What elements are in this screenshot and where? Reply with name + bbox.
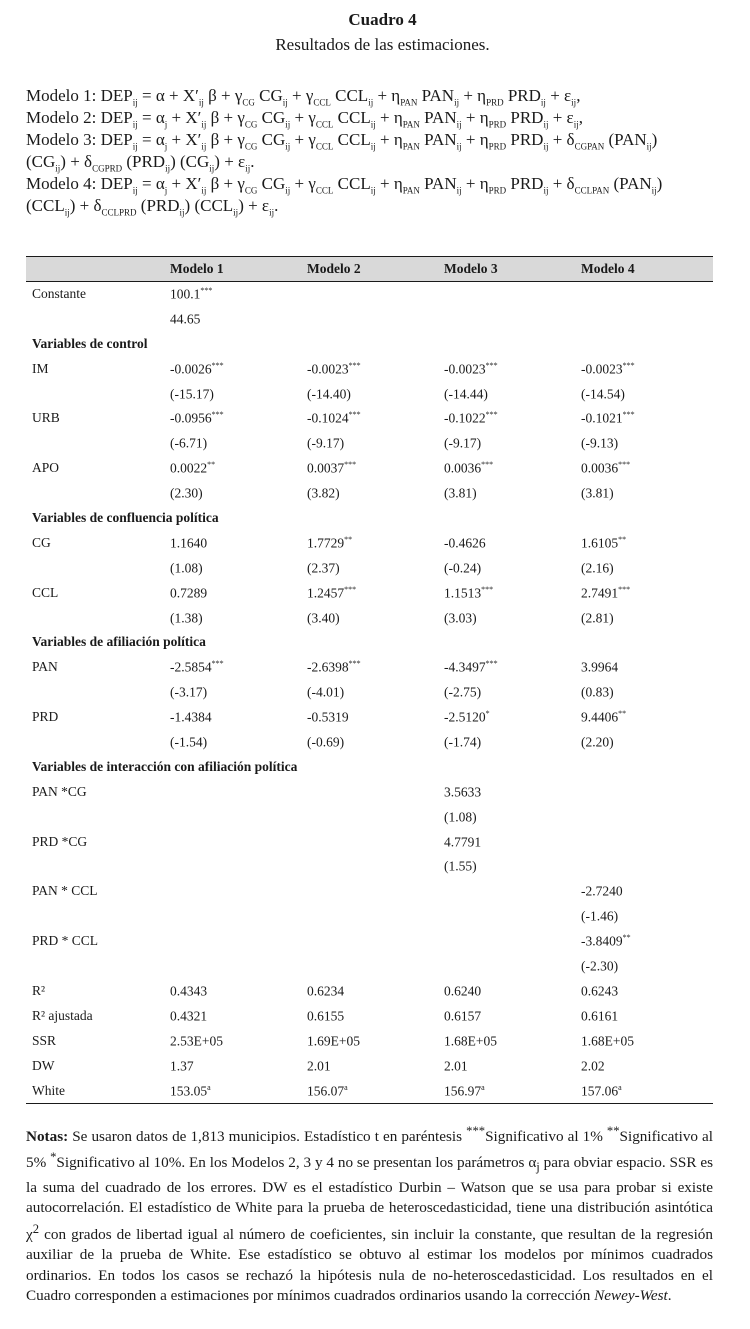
cell-modelo-4 <box>581 1033 634 1050</box>
notes-alpha-symbol: α <box>528 1154 537 1172</box>
table-row <box>26 805 713 830</box>
section-header-row <box>26 630 713 655</box>
table-row <box>26 556 713 581</box>
significance-marker: *** <box>348 659 361 669</box>
cell-value: -0.0956 <box>170 410 212 426</box>
table-row <box>26 705 713 730</box>
table-row <box>26 531 713 556</box>
cell-modelo-1 <box>170 983 207 1000</box>
cell-value: (-6.71) <box>170 435 208 451</box>
cell-value: -0.1022 <box>444 410 486 426</box>
table-row <box>26 581 713 606</box>
results-table <box>26 256 713 1104</box>
cell-value: 100.1 <box>170 286 201 302</box>
cell-modelo-4 <box>581 361 635 378</box>
table-row <box>26 680 713 705</box>
significance-marker: *** <box>344 460 357 470</box>
cell-modelo-2 <box>307 386 351 403</box>
cell-modelo-1 <box>170 1083 211 1100</box>
cell-modelo-2 <box>307 659 361 676</box>
table-row <box>26 1029 713 1054</box>
notes-text: Se usaron datos de 1,813 municipios. Estadístico t en paréntesis <box>68 1128 467 1146</box>
table-row <box>26 481 713 506</box>
cell-value: -2.6398 <box>307 659 349 675</box>
header-modelo-2: Modelo 2 <box>307 261 361 276</box>
table-row <box>26 830 713 855</box>
cell-modelo-2 <box>307 1008 344 1025</box>
table-row <box>26 606 713 631</box>
cell-value: 2.01 <box>307 1058 331 1074</box>
significance-marker: *** <box>481 584 494 594</box>
cell-modelo-3 <box>444 1058 468 1075</box>
cell-modelo-1 <box>170 535 207 552</box>
cell-modelo-1 <box>170 386 214 403</box>
cell-value: (-3.17) <box>170 684 208 700</box>
row-label: White <box>32 1082 65 1098</box>
cell-modelo-3 <box>444 1033 497 1050</box>
cell-modelo-3 <box>444 659 498 676</box>
section-label: Variables de control <box>32 335 148 351</box>
cell-value: -1.4384 <box>170 709 212 725</box>
cell-modelo-3 <box>444 684 481 701</box>
cell-value: 9.4406 <box>581 709 619 725</box>
cell-modelo-3 <box>444 410 498 427</box>
cell-value: 153.05 <box>170 1083 208 1098</box>
cell-value: (2.20) <box>581 734 614 750</box>
table-row <box>26 1004 713 1029</box>
cell-value: 1.7729 <box>307 535 345 551</box>
cell-value: -0.4626 <box>444 535 486 551</box>
cell-value: (-4.01) <box>307 684 345 700</box>
cell-modelo-4 <box>581 535 626 552</box>
row-label: PAN *CG <box>32 783 87 799</box>
cell-value: (-0.24) <box>444 560 482 576</box>
table-row <box>26 1079 713 1104</box>
cell-modelo-2 <box>307 1058 331 1075</box>
model-equations <box>26 85 716 217</box>
cell-value: (2.16) <box>581 560 614 576</box>
table-row <box>26 904 713 929</box>
notes-text: Significativo al 10%. En los Modelos 2, 3 y 4 no se presentan los parámetros <box>56 1154 529 1172</box>
notes-text: . <box>667 1287 672 1305</box>
cell-modelo-2 <box>307 361 361 378</box>
cell-value: 0.6161 <box>581 1008 619 1024</box>
section-label: Variables de confluencia política <box>32 510 219 526</box>
cell-modelo-1 <box>170 1008 207 1025</box>
cell-modelo-3 <box>444 983 481 1000</box>
cell-modelo-3 <box>444 734 481 751</box>
cell-modelo-4 <box>581 933 631 950</box>
significance-marker: *** <box>348 360 361 370</box>
row-label: IM <box>32 360 49 376</box>
cell-value: 1.1513 <box>444 585 482 601</box>
table-row <box>26 1054 713 1079</box>
cell-modelo-3 <box>444 386 488 403</box>
cell-value: 1.37 <box>170 1058 194 1074</box>
cell-modelo-3 <box>444 460 493 477</box>
cell-value: -2.5854 <box>170 659 212 675</box>
cell-value: 0.4343 <box>170 983 208 999</box>
cell-value: (2.81) <box>581 610 614 626</box>
cell-modelo-2 <box>307 734 344 751</box>
section-label: Variables de interacción con afiliación política <box>32 758 298 774</box>
table-row <box>26 655 713 680</box>
significance-marker: *** <box>344 584 357 594</box>
cell-modelo-1 <box>170 485 203 502</box>
cell-value: -3.8409 <box>581 933 623 949</box>
table-row <box>26 357 713 382</box>
cell-modelo-4 <box>581 435 618 452</box>
cell-modelo-2 <box>307 1083 348 1100</box>
cell-value: (-9.17) <box>307 435 345 451</box>
section-header-row <box>26 332 713 357</box>
significance-marker: *** <box>618 584 631 594</box>
table-row <box>26 406 713 431</box>
cell-modelo-1 <box>170 659 224 676</box>
cell-value: 1.1640 <box>170 535 208 551</box>
table-row <box>26 854 713 879</box>
notes-label: Notas: <box>26 1128 69 1146</box>
cell-value: 0.4321 <box>170 1008 208 1024</box>
cell-value: (-14.40) <box>307 386 351 402</box>
cell-value: 2.7491 <box>581 585 619 601</box>
significance-marker: *** <box>211 410 224 420</box>
cell-value: 0.0036 <box>444 460 482 476</box>
cell-modelo-2 <box>307 410 361 427</box>
cell-value: 2.53E+05 <box>170 1033 223 1049</box>
cell-modelo-1 <box>170 734 207 751</box>
cell-value: 0.6234 <box>307 983 345 999</box>
significance-marker: ** <box>622 933 631 943</box>
table-row <box>26 282 713 307</box>
cell-modelo-3 <box>444 784 481 801</box>
cell-value: (-1.46) <box>581 908 619 924</box>
table-row <box>26 307 713 332</box>
cell-modelo-3 <box>444 560 481 577</box>
cell-modelo-2 <box>307 610 340 627</box>
cell-value: -2.5120 <box>444 709 486 725</box>
row-label: CG <box>32 534 51 550</box>
cell-modelo-3 <box>444 361 498 378</box>
cell-modelo-4 <box>581 1008 618 1025</box>
significance-marker: a <box>481 1082 485 1092</box>
significance-marker: *** <box>618 460 631 470</box>
cell-modelo-2 <box>307 684 344 701</box>
significance-marker: *** <box>211 360 224 370</box>
model-1-equation: Modelo 1: $DEP_{ij} = \alpha + X'_{ij}$ $\beta + \gamma_{CG}$ $CG_{ij} + \gamma_{CCL}$ $CCL_{ij} + \eta_{PAN}$ $PAN_{ij} + \eta_{PRD}$ $PRD_{ij} + \varepsilon_{ij}$, <box>26 86 581 108</box>
cell-value: -4.3497 <box>444 659 486 675</box>
cell-value: 156.07 <box>307 1083 345 1098</box>
cell-value: (-15.17) <box>170 386 214 402</box>
cell-modelo-3 <box>444 834 481 851</box>
cell-modelo-2 <box>307 435 344 452</box>
cell-modelo-1 <box>170 1058 194 1075</box>
section-header-row <box>26 755 713 780</box>
significance-marker: *** <box>622 360 635 370</box>
cell-value: 0.0022 <box>170 460 208 476</box>
cell-value: (-9.17) <box>444 435 482 451</box>
model-2-equation: Modelo 2: $DEP_{ij} = \alpha_j + X'_{ij}$ $\beta + \gamma_{CG}$ $CG_{ij} + \gamma_{CCL}$ $CCL_{ij} + \eta_{PAN}$ $PAN_{ij} + \eta_{PRD}$ $PRD_{ij} + \varepsilon_{ij}$, <box>26 108 583 130</box>
cell-value: -0.0023 <box>307 361 349 377</box>
model-3-equation: Modelo 3: $DEP_{ij} = \alpha_j + X'_{ij}$ $\beta + \gamma_{CG}$ $CG_{ij} + \gamma_{CCL}$ $CCL_{ij} + \eta_{PAN}$ $PAN_{ij} + \eta_{PRD}$ $PRD_{ij} + \delta_{CGPAN}$ $(PAN_{ij})$ <box>26 130 658 152</box>
notes-text: Significativo al 5% <box>26 1128 714 1172</box>
table-row <box>26 431 713 456</box>
significance-marker: *** <box>211 659 224 669</box>
model-3-prefix: Modelo 3: <box>26 130 101 149</box>
cell-modelo-3 <box>444 435 481 452</box>
model-2-prefix: Modelo 2: <box>26 108 101 127</box>
header-modelo-3: Modelo 3 <box>444 261 498 276</box>
row-label: Constante <box>32 286 86 301</box>
cell-value: (3.03) <box>444 610 477 626</box>
cell-modelo-1 <box>170 361 224 378</box>
cell-modelo-1 <box>170 410 224 427</box>
notes-chi-symbol: χ <box>26 1225 33 1243</box>
table-title: Cuadro 4 <box>348 10 417 29</box>
cell-value: -2.7240 <box>581 883 623 899</box>
cell-modelo-1 <box>170 560 203 577</box>
cell-value: (-9.13) <box>581 435 619 451</box>
cell-modelo-2 <box>307 485 340 502</box>
cell-value: 1.68E+05 <box>581 1033 634 1049</box>
cell-value: (-0.69) <box>307 734 345 750</box>
cell-value: 156.97 <box>444 1083 482 1098</box>
notes-text: con grados de libertad igual al número de coeficientes, sin incluir la constante, que resultan de la regresión auxiliar de la prueba de White. Ese estadístico se obtuvo al estimar los modelos por mínimos cuadrados ordinarios. En todos los casos se rechazó la hipótesis nula de no-heteroscedasticidad. Los resultados en el Cuadro corresponden a estimaciones por mínimos cuadrados ordinarios usando la corrección <box>26 1225 713 1305</box>
table-subtitle: Resultados de las estimaciones. <box>275 35 490 54</box>
cell-value: (3.81) <box>581 485 614 501</box>
cell-modelo-1 <box>170 709 212 726</box>
cell-modelo-1 <box>170 460 215 477</box>
cell-modelo-3 <box>444 709 490 726</box>
cell-value: (3.40) <box>307 610 340 626</box>
cell-value: (2.37) <box>307 560 340 576</box>
cell-modelo-1 <box>170 286 212 303</box>
row-label: APO <box>32 460 60 476</box>
cell-modelo-2 <box>307 1033 360 1050</box>
header-modelo-1: Modelo 1 <box>170 261 224 276</box>
cell-value: (-14.54) <box>581 386 625 402</box>
cell-modelo-4 <box>581 1083 622 1100</box>
notes-newey-west: Newey-West <box>594 1287 668 1305</box>
model-4-equation: Modelo 4: $DEP_{ij} = \alpha_j + X'_{ij}$ $\beta + \gamma_{CG}$ $CG_{ij} + \gamma_{CCL}$ $CCL_{ij} + \eta_{PAN}$ $PAN_{ij} + \eta_{PRD}$ $PRD_{ij} + \delta_{CCLPAN}$ $(PAN_{ij})$ <box>26 174 663 196</box>
cell-value: 2.02 <box>581 1058 605 1074</box>
cell-value: (-2.30) <box>581 958 619 974</box>
cell-value: -0.1021 <box>581 410 623 426</box>
notes-sig-marker: ** <box>606 1124 620 1138</box>
row-label: URB <box>32 410 60 426</box>
cell-value: (3.82) <box>307 485 340 501</box>
table-notes <box>26 1121 713 1306</box>
cell-modelo-2 <box>307 709 349 726</box>
table-row <box>26 929 713 954</box>
cell-modelo-4 <box>581 958 618 975</box>
cell-value: -0.0023 <box>581 361 623 377</box>
notes-text: Significativo al 1% <box>485 1128 607 1146</box>
row-label: PRD <box>32 709 59 725</box>
model-3-equation-cont: $(CG_{ij}) + \delta_{CGPRD}$ $(PRD_{ij}) (CG_{ij}) + \varepsilon_{ij}$. <box>26 152 255 174</box>
cell-modelo-1 <box>170 311 200 328</box>
cell-modelo-4 <box>581 460 630 477</box>
cell-value: (0.83) <box>581 684 614 700</box>
cell-modelo-3 <box>444 1008 481 1025</box>
notes-sig-marker: * <box>50 1150 57 1165</box>
row-label: PAN <box>32 659 58 675</box>
cell-value: (-2.75) <box>444 684 482 700</box>
cell-value: 0.0037 <box>307 460 345 476</box>
cell-value: 3.5633 <box>444 784 482 800</box>
significance-marker: *** <box>200 286 213 295</box>
cell-modelo-3 <box>444 1083 485 1100</box>
cell-modelo-3 <box>444 535 486 552</box>
cell-value: (-14.44) <box>444 386 488 402</box>
row-label: DW <box>32 1057 55 1073</box>
section-header-row <box>26 506 713 531</box>
row-label: PRD *CG <box>32 833 88 849</box>
cell-modelo-1 <box>170 435 207 452</box>
cell-value: 0.6157 <box>444 1008 482 1024</box>
cell-modelo-2 <box>307 585 356 602</box>
header-modelo-4: Modelo 4 <box>581 261 635 276</box>
significance-marker: a <box>207 1082 211 1092</box>
cell-modelo-4 <box>581 659 618 676</box>
cell-value: (-1.74) <box>444 734 482 750</box>
cell-modelo-4 <box>581 684 614 701</box>
cell-modelo-4 <box>581 883 623 900</box>
row-label: R² <box>32 982 46 998</box>
cell-modelo-2 <box>307 535 352 552</box>
table-row <box>26 780 713 805</box>
cell-value: (1.38) <box>170 610 203 626</box>
cell-modelo-2 <box>307 460 356 477</box>
model-4-prefix: Modelo 4: <box>26 174 101 193</box>
cell-value: -0.5319 <box>307 709 349 725</box>
cell-modelo-3 <box>444 485 477 502</box>
significance-marker: a <box>618 1082 622 1092</box>
significance-marker: *** <box>622 410 635 420</box>
table-row <box>26 382 713 407</box>
cell-modelo-1 <box>170 610 203 627</box>
table-row <box>26 730 713 755</box>
significance-marker: *** <box>485 360 498 370</box>
row-label: R² ajustada <box>32 1007 93 1023</box>
cell-value: (1.08) <box>444 809 477 825</box>
table-body <box>26 282 713 1103</box>
cell-value: -0.0026 <box>170 361 212 377</box>
model-4-equation-cont: $(CCL_{ij}) + \delta_{CCLPRD}$ $(PRD_{ij}) (CCL_{ij}) + \varepsilon_{ij}$. <box>26 196 279 218</box>
table-row <box>26 954 713 979</box>
cell-modelo-4 <box>581 983 618 1000</box>
cell-modelo-4 <box>581 410 635 427</box>
cell-value: 0.6240 <box>444 983 482 999</box>
cell-modelo-4 <box>581 908 618 925</box>
cell-modelo-1 <box>170 585 207 602</box>
row-label: CCL <box>32 584 59 600</box>
notes-sig-marker: *** <box>466 1124 486 1138</box>
significance-marker: ** <box>207 460 216 470</box>
cell-value: (2.30) <box>170 485 203 501</box>
table-row <box>26 456 713 481</box>
cell-modelo-4 <box>581 610 614 627</box>
cell-value: 1.69E+05 <box>307 1033 360 1049</box>
cell-value: 157.06 <box>581 1083 619 1098</box>
cell-value: (-1.54) <box>170 734 208 750</box>
significance-marker: a <box>344 1082 348 1092</box>
table-row <box>26 879 713 904</box>
cell-modelo-2 <box>307 560 340 577</box>
cell-value: (3.81) <box>444 485 477 501</box>
cell-value: 2.01 <box>444 1058 468 1074</box>
cell-modelo-3 <box>444 610 477 627</box>
table-header <box>26 256 713 282</box>
significance-marker: ** <box>618 534 627 544</box>
cell-value: -0.0023 <box>444 361 486 377</box>
cell-modelo-1 <box>170 1033 223 1050</box>
cell-value: 1.68E+05 <box>444 1033 497 1049</box>
cell-modelo-4 <box>581 485 614 502</box>
cell-value: 0.7289 <box>170 585 208 601</box>
cell-value: (1.08) <box>170 560 203 576</box>
cell-value: 44.65 <box>170 311 201 327</box>
table-row <box>26 979 713 1004</box>
cell-value: 3.9964 <box>581 659 619 675</box>
significance-marker: *** <box>348 410 361 420</box>
cell-value: 1.6105 <box>581 535 619 551</box>
notes-alpha-subscript: j <box>536 1160 540 1175</box>
cell-modelo-3 <box>444 809 477 826</box>
cell-modelo-4 <box>581 709 626 726</box>
notes-text: para obviar espacio. SSR es la suma del cuadrado de los errores. DW es el estadístico Durbin – Watson que se usa para probar si existe autocorrelación. El estadístico de White para la prueba de heteroscedasticidad, tiene una distribución asintótica <box>26 1154 713 1217</box>
significance-marker: ** <box>344 534 353 544</box>
cell-modelo-3 <box>444 585 493 602</box>
cell-modelo-1 <box>170 684 207 701</box>
cell-value: 1.2457 <box>307 585 345 601</box>
model-1-prefix: Modelo 1: <box>26 86 101 105</box>
significance-marker: *** <box>481 460 494 470</box>
cell-modelo-4 <box>581 386 625 403</box>
row-label: PRD * CCL <box>32 933 99 949</box>
cell-value: 0.0036 <box>581 460 619 476</box>
cell-value: (1.55) <box>444 858 477 874</box>
significance-marker: *** <box>485 659 498 669</box>
section-label: Variables de afiliación política <box>32 634 206 650</box>
cell-value: 0.6243 <box>581 983 619 999</box>
cell-value: -0.1024 <box>307 410 349 426</box>
significance-marker: *** <box>485 410 498 420</box>
cell-value: 4.7791 <box>444 834 482 850</box>
significance-marker: ** <box>618 709 627 719</box>
cell-modelo-4 <box>581 1058 605 1075</box>
cell-value: 0.6155 <box>307 1008 345 1024</box>
cell-modelo-3 <box>444 858 477 875</box>
notes-chi-superscript: 2 <box>32 1221 40 1236</box>
row-label: SSR <box>32 1032 57 1048</box>
significance-marker: * <box>485 709 490 719</box>
cell-modelo-4 <box>581 734 614 751</box>
cell-modelo-2 <box>307 983 344 1000</box>
cell-modelo-4 <box>581 560 614 577</box>
row-label: PAN * CCL <box>32 883 98 899</box>
cell-modelo-4 <box>581 585 630 602</box>
